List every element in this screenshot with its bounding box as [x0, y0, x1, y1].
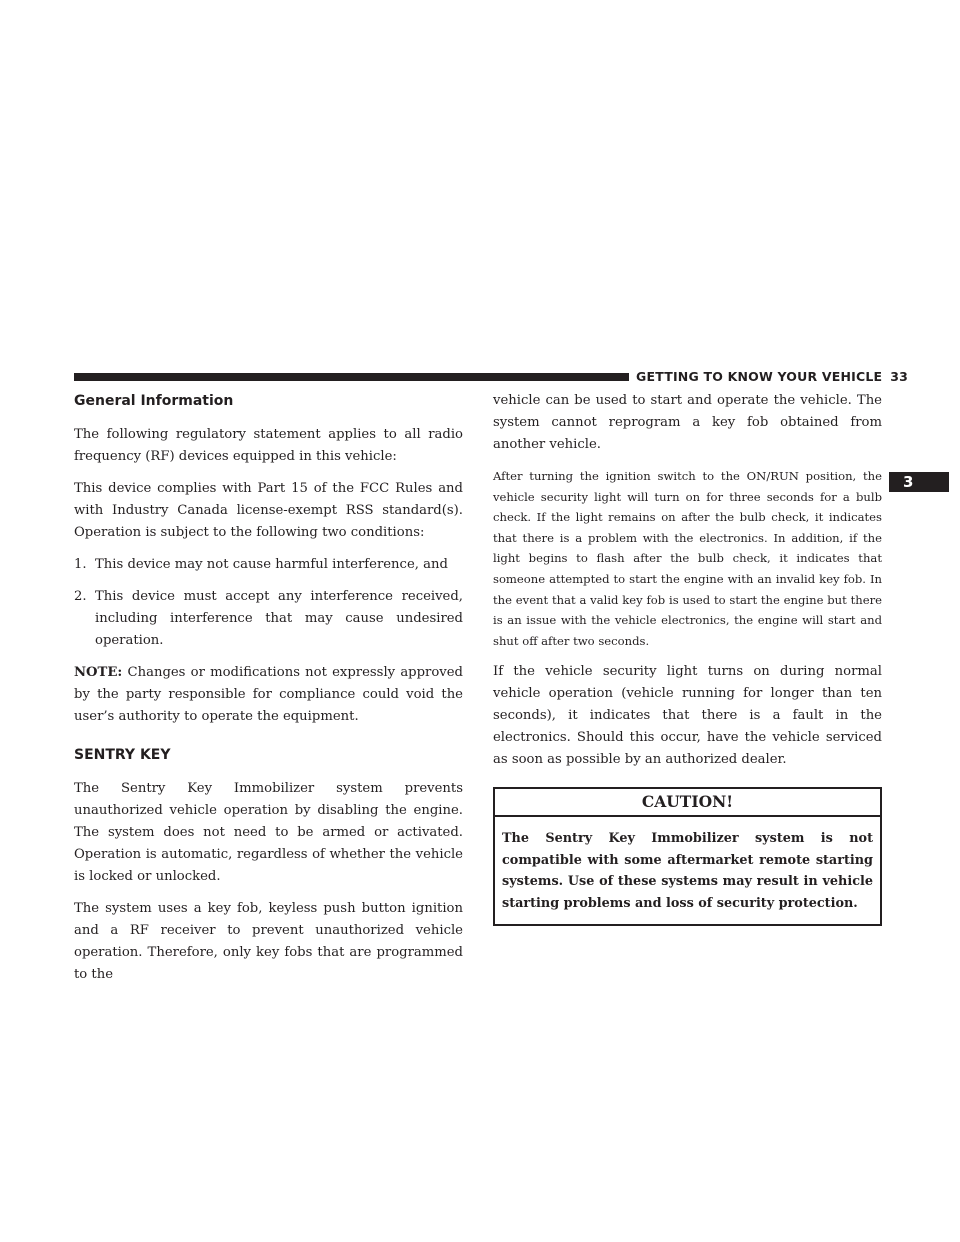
list-item	[74, 586, 463, 652]
paragraph: If the vehicle security light turns on during normal vehicle operation (vehicle running for longer than ten seconds), it indicates that there is a fault in the electronics. Should this occur, have the vehicle serviced as soon as possible by an authorized dealer.	[493, 664, 882, 768]
list-item	[74, 554, 463, 576]
list-number: 2.	[74, 589, 87, 604]
page-number: 33	[890, 369, 909, 384]
paragraph: The following regulatory statement applies to all radio frequency (RF) devices equipped in this vehicle:	[74, 427, 463, 464]
note-paragraph	[74, 662, 463, 728]
caution-title: CAUTION!	[495, 789, 880, 817]
paragraph: vehicle can be used to start and operate the vehicle. The system cannot reprogram a key fob obtained from another vehicle.	[493, 393, 882, 452]
sentry-key-heading: SENTRY KEY	[74, 747, 171, 763]
list-text: This device may not cause harmful interference, and	[95, 557, 448, 572]
running-header	[636, 368, 908, 386]
header-rule	[74, 373, 629, 381]
right-column	[493, 390, 882, 926]
paragraph: After turning the ignition switch to the ON/RUN position, the vehicle security light will turn on for three seconds for a bulb check. If the light remains on after the bulb check, it indicates that there is a problem with the electronics. In addition, if the light begins to flash after the bulb check, it indicates that someone attempted to start the engine with an invalid key fob. In the event that a valid key fob is used to start the engine but there is an issue with the vehicle electronics, the engine will start and shut off after two seconds.	[493, 469, 882, 648]
paragraph: The system uses a key fob, keyless push button ignition and a RF receiver to prevent unauthorized vehicle operation. Therefore, only key fobs that are programmed to the	[74, 901, 463, 982]
caution-box	[493, 787, 882, 926]
list-text: This device must accept any interference received, including interference that may cause undesired operation.	[95, 589, 463, 648]
paragraph: The Sentry Key Immobilizer system prevents unauthorized vehicle operation by disabling the engine. The system does not need to be armed or activated. Operation is automatic, regardless of whether the vehicle is locked or unlocked.	[74, 781, 463, 884]
paragraph: This device complies with Part 15 of the FCC Rules and with Industry Canada license-exempt RSS standard(s). Operation is subject to the following two conditions:	[74, 481, 463, 540]
chapter-tab: 3	[889, 472, 949, 492]
list-number: 1.	[74, 557, 87, 572]
general-information-heading: General Information	[74, 393, 234, 409]
caution-text: The Sentry Key Immobilizer system is not compatible with some aftermarket remote starting systems. Use of these systems may result in vehicle starting problems and loss of security protection.	[502, 831, 873, 911]
left-column	[74, 390, 463, 996]
note-label: NOTE:	[74, 665, 123, 680]
note-text: Changes or modifications not expressly approved by the party responsible for compliance could void the user’s authority to operate the equipment.	[74, 665, 463, 724]
chapter-title: GETTING TO KNOW YOUR VEHICLE	[636, 369, 883, 384]
